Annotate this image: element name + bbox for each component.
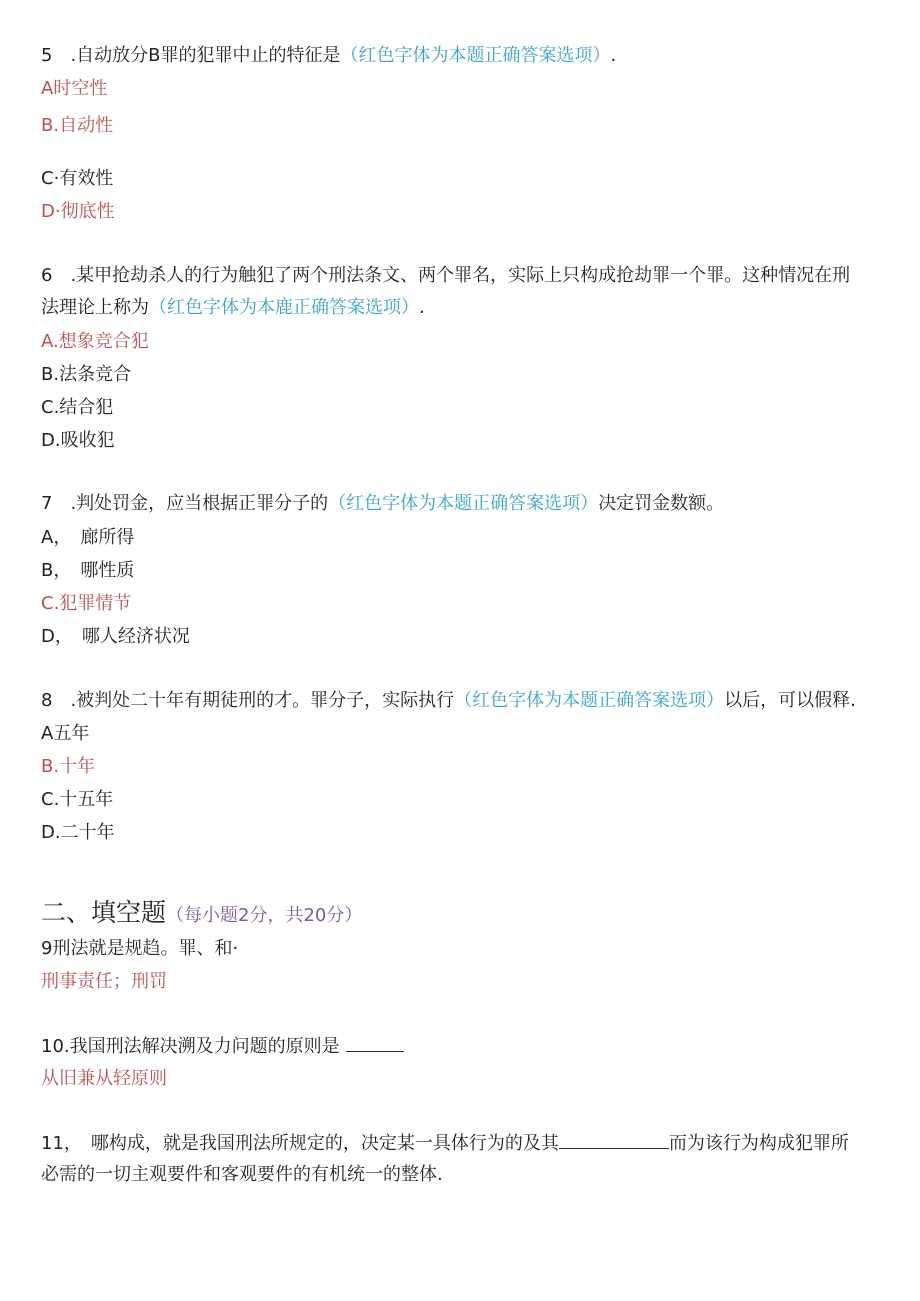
fill-answer-10: 从旧兼从轻原则 [41, 1068, 167, 1089]
question-8-option-b: B.十年 [41, 756, 96, 777]
question-8-option-d: D.二十年 [41, 822, 115, 843]
question-8-stem: 8 .被判处二十年有期徒刑的才。罪分子，实际执行（红色字体为本题正确答案选项）以后，可以假释. [41, 690, 856, 711]
question-5-option-d: D·彻底性 [41, 201, 115, 222]
question-8-option-a: A五年 [41, 723, 90, 744]
question-6-stem-line1: 6 .某甲抢劫杀人的行为触犯了两个刑法条文、两个罪名，实际上只构成抢劫罪一个罪。这种情况在刑 [41, 265, 851, 286]
answer-hint: （红色字体为本题正确答案选项） [340, 45, 611, 66]
question-6-stem-line2: 法理论上称为（红色字体为本鹿正确答案选项）. [41, 297, 425, 318]
fill-answer-9: 刑事责任；刑罚 [41, 971, 167, 992]
section-2-heading [41, 898, 362, 931]
answer-hint: （红色字体为本鹿正确答案选项） [149, 297, 419, 318]
fill-question-10: 10.我国刑法解决溯及力问题的原则是 [41, 1033, 404, 1059]
question-5-option-b: B.自动性 [41, 115, 114, 136]
question-8-option-c: C.十五年 [41, 789, 114, 810]
section-2-note: （每小题2分，共20分） [166, 905, 363, 926]
question-7-option-a: A， 廊所得 [41, 527, 135, 548]
question-6-option-b: B.法条竞合 [41, 364, 132, 385]
question-5-option-c: C·有效性 [41, 168, 114, 189]
question-6-option-c: C.结合犯 [41, 397, 114, 418]
answer-hint: （红色字体为本题正确答案选项） [328, 493, 599, 514]
question-7-stem: 7 .判处罚金，应当根据正罪分子的（红色字体为本题正确答案选项）决定罚金数额。 [41, 493, 725, 514]
question-5-stem: 5 .自动放分B罪的犯罪中止的特征是（红色字体为本题正确答案选项）. [41, 45, 617, 66]
fill-question-11-line1: 11， 哪构成，就是我国刑法所规定的，决定某一具体行为的及其 而为该行为构成犯罪所 [41, 1130, 849, 1156]
question-6-option-a: A.想象竞合犯 [41, 331, 149, 352]
fill-question-11-line2: 必需的一切主观要件和客观要件的有机统一的整体. [41, 1164, 443, 1185]
question-7-option-b: B， 哪性质 [41, 560, 135, 581]
question-5-option-a: A时空性 [41, 78, 108, 99]
question-7-option-c: C.犯罪情节 [41, 593, 132, 614]
answer-blank [559, 1130, 669, 1149]
fill-question-9: 9刑法就是规趋。罪、和· [41, 938, 239, 959]
answer-hint: （红色字体为本题正确答案选项） [454, 690, 725, 711]
question-6-option-d: D.吸收犯 [41, 430, 115, 451]
section-2-title: 二、填空题 [41, 898, 167, 927]
question-7-option-d: D， 哪人经济状况 [41, 626, 190, 647]
answer-blank [346, 1033, 404, 1052]
